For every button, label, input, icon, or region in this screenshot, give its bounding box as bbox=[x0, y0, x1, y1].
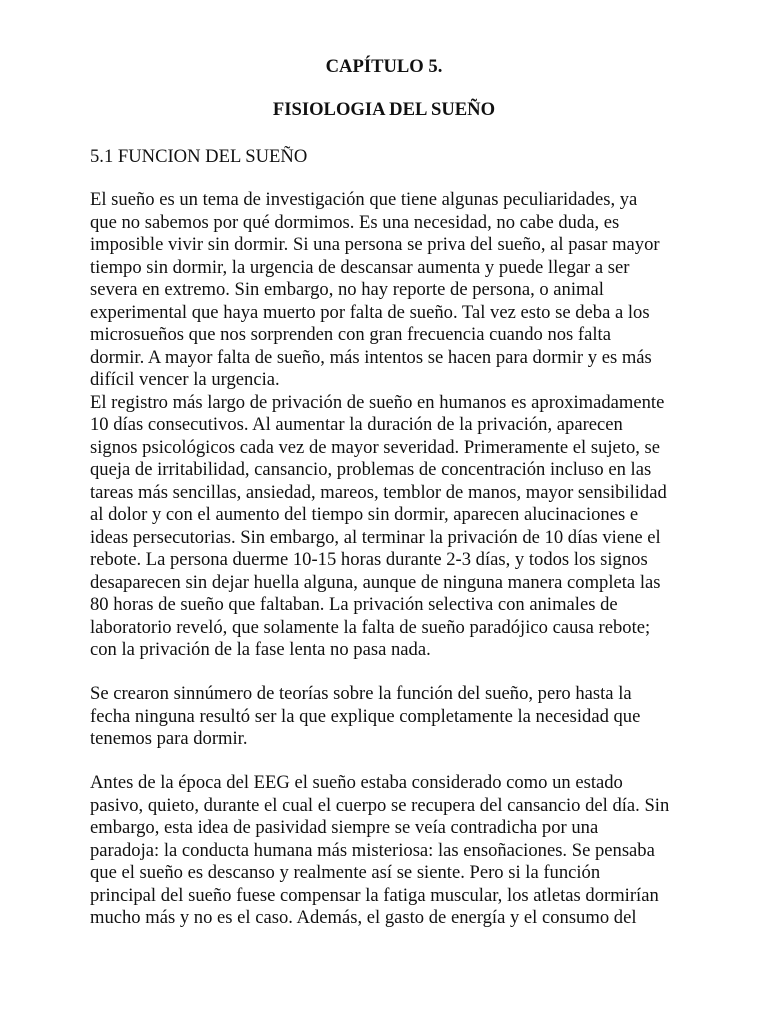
paragraph-line: microsueños que nos sorprenden con gran frecuencia cuando nos falta bbox=[90, 324, 611, 345]
paragraph-3 bbox=[90, 772, 690, 930]
paragraph-line: tareas más sencillas, ansiedad, mareos, temblor de manos, mayor sensibilidad bbox=[90, 481, 667, 503]
paragraph-1 bbox=[90, 189, 690, 662]
chapter-title: FISIOLOGIA DEL SUEÑO bbox=[272, 99, 496, 120]
paragraph-line: signos psicológicos cada vez de mayor severidad. Primeramente el sujeto, se bbox=[90, 436, 661, 458]
chapter-heading: CAPÍTULO 5. bbox=[325, 56, 443, 77]
paragraph-line: El sueño es un tema de investigación que tiene algunas peculiaridades, ya bbox=[90, 189, 638, 210]
paragraph-line: laboratorio reveló, que solamente la falta de sueño paradójico causa rebote; bbox=[90, 616, 651, 638]
paragraph-line: 10 días consecutivos. Al aumentar la duración de la privación, aparecen bbox=[90, 414, 623, 435]
paragraph-line: Se crearon sinnúmero de teorías sobre la función del sueño, pero hasta la bbox=[90, 683, 632, 704]
paragraph-line: Antes de la época del EEG el sueño estaba considerado como un estado bbox=[90, 772, 623, 793]
paragraph-line: ideas persecutorias. Sin embargo, al terminar la privación de 10 días viene el bbox=[90, 526, 661, 548]
paragraph-line: experimental que haya muerto por falta de sueño. Tal vez esto se deba a los bbox=[90, 301, 650, 323]
paragraph-line: pasivo, quieto, durante el cual el cuerpo se recupera del cansancio del día. Sin bbox=[90, 794, 670, 816]
paragraph-line: dormir. A mayor falta de sueño, más intentos se hacen para dormir y es más bbox=[90, 346, 652, 368]
paragraph-line: 80 horas de sueño que faltaban. La privación selectiva con animales de bbox=[90, 594, 618, 615]
paragraph-line: queja de irritabilidad, cansancio, problemas de concentración incluso en las bbox=[90, 459, 652, 480]
paragraph-2 bbox=[90, 683, 690, 751]
paragraph-line: principal del sueño fuese compensar la fatiga muscular, los atletas dormirían bbox=[90, 884, 659, 906]
paragraph-line: embargo, esta idea de pasividad siempre se veía contradicha por una bbox=[90, 817, 599, 838]
paragraph-line: rebote. La persona duerme 10-15 horas durante 2-3 días, y todos los signos bbox=[90, 549, 648, 570]
paragraph-line: mucho más y no es el caso. Además, el gasto de energía y el consumo del bbox=[90, 907, 637, 928]
paragraph-line: severa en extremo. Sin embargo, no hay reporte de persona, o animal bbox=[90, 279, 604, 300]
paragraph-line: imposible vivir sin dormir. Si una persona se priva del sueño, al pasar mayor bbox=[90, 234, 660, 255]
paragraph-line: tenemos para dormir. bbox=[90, 728, 248, 749]
paragraph-line: paradoja: la conducta humana más misteriosa: las ensoñaciones. Se pensaba bbox=[90, 839, 655, 861]
paragraph-line: difícil vencer la urgencia. bbox=[90, 369, 280, 390]
section-heading: 5.1 FUNCION DEL SUEÑO bbox=[90, 146, 308, 167]
paragraph-line: al dolor y con el aumento del tiempo sin dormir, aparecen alucinaciones e bbox=[90, 504, 639, 525]
paragraph-line: que no sabemos por qué dormimos. Es una necesidad, no cabe duda, es bbox=[90, 211, 620, 233]
paragraph-line: con la privación de la fase lenta no pasa nada. bbox=[90, 639, 431, 660]
paragraph-line: desaparecen sin dejar huella alguna, aunque de ninguna manera completa las bbox=[90, 571, 661, 593]
paragraph-line: El registro más largo de privación de sueño en humanos es aproximadamente bbox=[90, 391, 665, 413]
paragraph-line: fecha ninguna resultó ser la que explique completamente la necesidad que bbox=[90, 705, 641, 727]
paragraph-line: tiempo sin dormir, la urgencia de descansar aumenta y puede llegar a ser bbox=[90, 256, 630, 278]
paragraph-line: que el sueño es descanso y realmente así se siente. Pero si la función bbox=[90, 862, 601, 883]
